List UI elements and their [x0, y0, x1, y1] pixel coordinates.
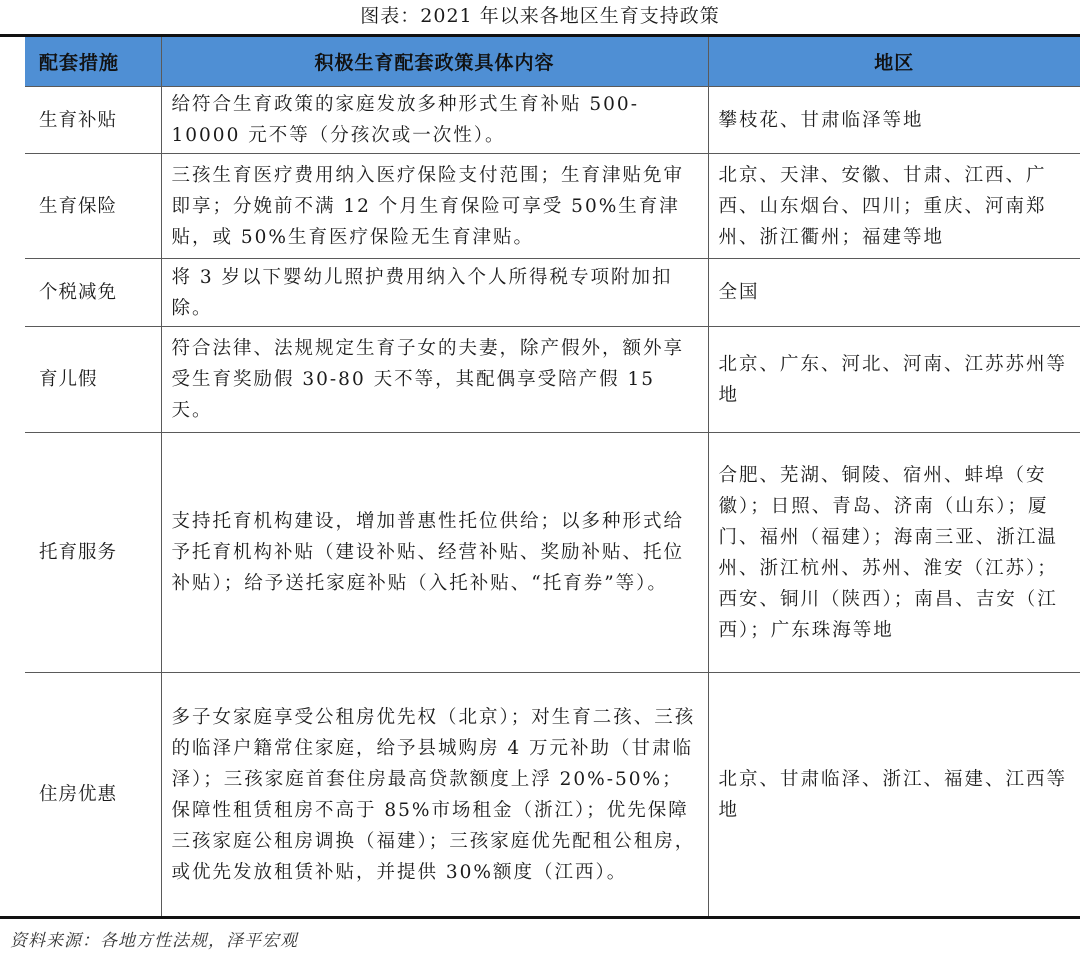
region-cell: 北京、天津、安徽、甘肃、江西、广西、山东烟台、四川；重庆、河南郑州、浙江衢州；福建等地	[708, 154, 1080, 259]
header-content: 积极生育配套政策具体内容	[161, 37, 708, 87]
measure-cell: 个税减免	[25, 259, 161, 327]
table-row	[25, 433, 1080, 673]
table-row	[25, 327, 1080, 433]
region-cell: 北京、广东、河北、河南、江苏苏州等地	[708, 327, 1080, 433]
table-header-row	[25, 37, 1080, 87]
region-cell: 北京、甘肃临泽、浙江、福建、江西等地	[718, 768, 1068, 821]
source-note: 资料来源：各地方性法规，泽平宏观	[10, 931, 298, 951]
table-row	[25, 154, 1080, 259]
table-row	[25, 673, 1080, 917]
table-row	[25, 259, 1080, 327]
policy-table	[25, 37, 1080, 917]
header-measure: 配套措施	[25, 37, 161, 87]
content-cell: 支持托育机构建设，增加普惠性托位供给；以多种形式给予托育机构补贴（建设补贴、经营补贴、奖励补贴、托位补贴）；给予送托家庭补贴（入托补贴、“托育券”等）。	[161, 433, 708, 673]
region-cell: 攀枝花、甘肃临泽等地	[708, 87, 1080, 154]
bottom-rule	[0, 916, 1080, 919]
region-cell: 合肥、芜湖、铜陵、宿州、蚌埠（安徽）；日照、青岛、济南（山东）；厦门、福州（福建）；海南三亚、浙江温州、浙江杭州、苏州、淮安（江苏）；西安、铜川（陕西）；南昌、吉安（江西）；广东珠海等地	[708, 433, 1080, 673]
measure-cell: 生育保险	[25, 154, 161, 259]
table-row	[25, 87, 1080, 154]
content-cell: 三孩生育医疗费用纳入医疗保险支付范围；生育津贴免审即享；分娩前不满 12 个月生育保险可享受 50%生育津贴，或 50%生育医疗保险无生育津贴。	[161, 154, 708, 259]
content-cell: 给符合生育政策的家庭发放多种形式生育补贴 500-10000 元不等（分孩次或一次性）。	[161, 87, 708, 154]
measure-cell: 住房优惠	[25, 673, 161, 917]
content-cell: 将 3 岁以下婴幼儿照护费用纳入个人所得税专项附加扣除。	[161, 259, 708, 327]
measure-cell: 托育服务	[25, 433, 161, 673]
measure-cell: 育儿假	[25, 327, 161, 433]
content-cell: 符合法律、法规规定生育子女的夫妻，除产假外，额外享受生育奖励假 30-80 天不等，其配偶享受陪产假 15 天。	[161, 327, 708, 433]
header-region: 地区	[708, 37, 1080, 87]
content-cell: 多子女家庭享受公租房优先权（北京）；对生育二孩、三孩的临泽户籍常住家庭，给予县城购房 4 万元补助（甘肃临泽）；三孩家庭首套住房最高贷款额度上浮 20%-50%；保障性租赁租房不高于 85%市场租金（浙江）；优先保障三孩家庭公租房调换（福建）；三孩家庭优先配租公租房，或优先发放租赁补贴，并提供 30%额度（江西）。	[161, 673, 708, 917]
region-cell: 全国	[708, 259, 1080, 327]
measure-cell: 生育补贴	[25, 87, 161, 154]
figure-title: 图表：2021 年以来各地区生育支持政策	[360, 5, 720, 27]
